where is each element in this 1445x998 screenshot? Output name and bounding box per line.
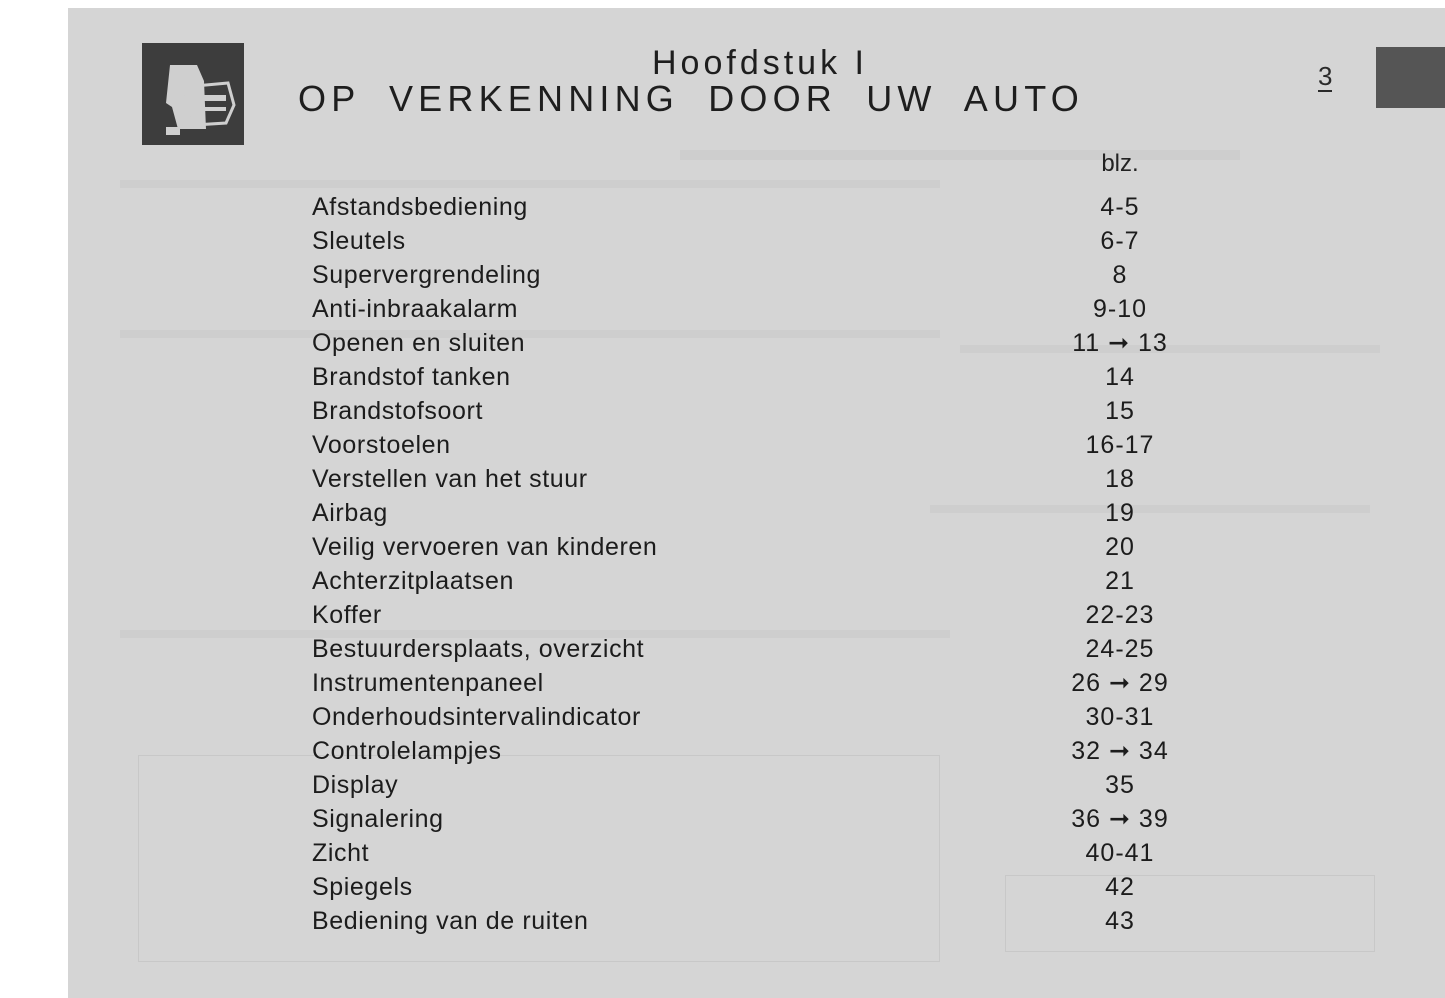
toc-entry-pages: 42 (1105, 873, 1135, 901)
toc-entry-pages: 26 ➞ 29 (1071, 669, 1169, 697)
pages-column-header: blz. (1101, 150, 1139, 177)
chapter-label: Hoofdstuk I (652, 44, 868, 82)
toc-entry-pages: 8 (1112, 261, 1128, 289)
toc-entry-title: Voorstoelen (312, 431, 451, 459)
toc-entry-title: Brandstof tanken (312, 363, 511, 391)
toc-entry-pages: 32 ➞ 34 (1071, 737, 1169, 765)
toc-entry-pages: 40-41 (1085, 839, 1155, 867)
toc-entry-pages: 15 (1105, 397, 1135, 425)
toc-entry-title: Koffer (312, 601, 382, 629)
toc-entry-title: Signalering (312, 805, 444, 833)
toc-entry-pages: 24-25 (1085, 635, 1155, 663)
toc-entry (0, 904, 1445, 938)
toc-entry (0, 632, 1445, 666)
toc-entry (0, 394, 1445, 428)
chapter-title: OP VERKENNING DOOR UW AUTO (298, 78, 1084, 119)
page-number: 3 (1318, 61, 1333, 91)
toc-entry-title: Sleutels (312, 227, 406, 255)
toc-entry-pages: 43 (1105, 907, 1135, 935)
toc-entry-title: Anti-inbraakalarm (312, 295, 519, 323)
toc-entry (0, 598, 1445, 632)
toc-entry (0, 802, 1445, 836)
toc-entry (0, 870, 1445, 904)
toc-entry (0, 564, 1445, 598)
toc-entry-pages: 30-31 (1085, 703, 1155, 731)
toc-entry-title: Openen en sluiten (312, 329, 526, 357)
show-through-line (120, 180, 940, 188)
car-seat-icon (142, 43, 244, 145)
toc-entry-title: Airbag (312, 499, 388, 527)
toc-entry-title: Bediening van de ruiten (312, 907, 589, 935)
toc-entry-pages: 16-17 (1085, 431, 1155, 459)
toc-entry-pages: 20 (1105, 533, 1135, 561)
toc-entry-pages: 9-10 (1092, 295, 1148, 323)
toc-entry-title: Onderhoudsintervalindicator (312, 703, 641, 731)
toc-entry (0, 326, 1445, 360)
toc-entry-pages: 18 (1105, 465, 1135, 493)
toc-entry-title: Verstellen van het stuur (312, 465, 588, 493)
toc-entry-title: Zicht (312, 839, 370, 867)
toc-entry (0, 836, 1445, 870)
toc-entry-pages: 11 ➞ 13 (1072, 329, 1168, 357)
toc-entry-title: Spiegels (312, 873, 413, 901)
toc-entry (0, 666, 1445, 700)
toc-entry-title: Instrumentenpaneel (312, 669, 544, 697)
toc-entry (0, 700, 1445, 734)
toc-entry-title: Afstandsbediening (312, 193, 528, 221)
toc-entry-pages: 36 ➞ 39 (1071, 805, 1169, 833)
toc-entry (0, 292, 1445, 326)
toc-entry-title: Veilig vervoeren van kinderen (312, 533, 658, 561)
toc-entry (0, 734, 1445, 768)
toc-entry-pages: 22-23 (1085, 601, 1155, 629)
toc-entry (0, 768, 1445, 802)
toc-entry-title: Controlelampjes (312, 737, 502, 765)
toc-entry-pages: 14 (1105, 363, 1135, 391)
toc-entry-title: Bestuurdersplaats, overzicht (312, 635, 645, 663)
toc-entry (0, 496, 1445, 530)
toc-entry (0, 530, 1445, 564)
toc-entry (0, 190, 1445, 224)
toc-entry (0, 360, 1445, 394)
toc-entry-title: Supervergrendeling (312, 261, 542, 289)
toc-entry (0, 462, 1445, 496)
toc-entry-pages: 35 (1105, 771, 1135, 799)
toc-entry-pages: 21 (1105, 567, 1135, 595)
toc-entry-title: Brandstofsoort (312, 397, 483, 425)
toc-entry (0, 428, 1445, 462)
toc-entry-pages: 4-5 (1100, 193, 1140, 221)
chapter-tab-marker (1376, 47, 1445, 108)
toc-entry-title: Display (312, 771, 399, 799)
toc-entry (0, 258, 1445, 292)
toc-entry-pages: 19 (1105, 499, 1135, 527)
toc-entry (0, 224, 1445, 258)
toc-entry-title: Achterzitplaatsen (312, 567, 514, 595)
toc-entry-pages: 6-7 (1100, 227, 1140, 255)
